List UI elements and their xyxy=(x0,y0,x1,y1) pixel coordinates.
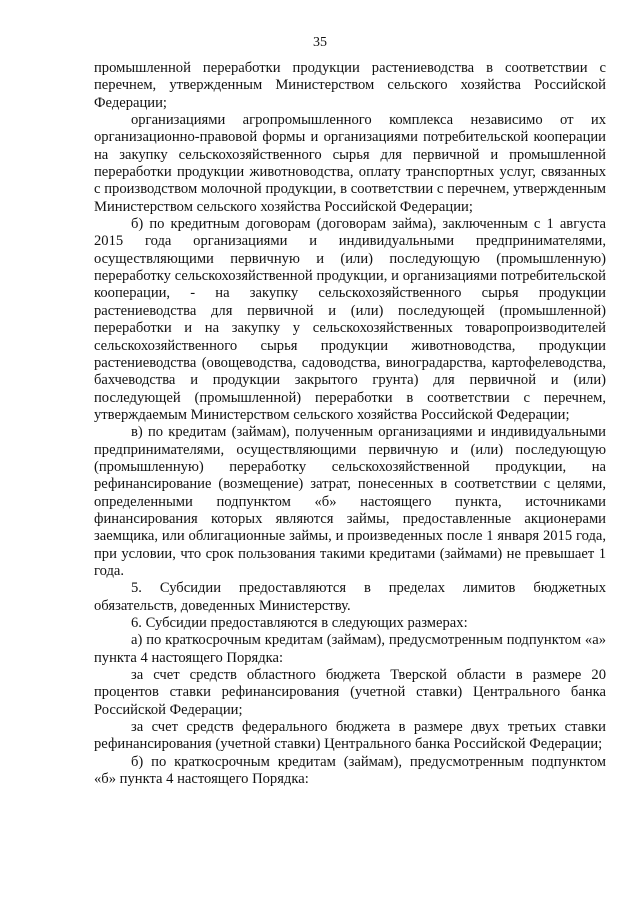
paragraph-agro-organizations: организациями агропромышленного комплекса независимо от их организационно-правовой формы и организациями потребительской кооперации на закупку сельскохозяйственного сырья для первичной и промышленной переработки продукции животноводства, оплату транспортных услуг, связанных с производством молочной продукции, в соответствии с перечнем, утвержденным Министерством сельского хозяйства Российской Федерации; xyxy=(94,112,606,215)
paragraph-regional-budget: за счет средств областного бюджета Тверской области в размере 20 процентов ставки рефинансирования (учетной ставки) Центрального банка Российской Федерации; xyxy=(94,667,606,718)
paragraph-section-6: 6. Субсидии предоставляются в следующих размерах: xyxy=(131,615,468,631)
paragraph-continuation: промышленной переработки продукции растениеводства в соответствии с перечнем, утвержденным Министерством сельского хозяйства Российской Федерации; xyxy=(94,60,606,111)
paragraph-item-v-refinancing: в) по кредитам (займам), полученным организациями и индивидуальными предпринимателями, осуществляющими первичную и (или) последующую (промышленную) переработку сельскохозяйственной продукции, на рефинансирование (возмещение) затрат, понесенных в соответствии с целями, определенными подпунктом «б» настоящего пункта, источниками финансирования которых являются займы, предоставленные акционерами заемщика, или облигационные займы, и произведенных после 1 января 2015 года, при условии, что срок пользования такими кредитами (займами) не превышает 1 года. xyxy=(94,424,606,579)
paragraph-federal-budget: за счет средств федерального бюджета в размере двух третьих ставки рефинансирования (учетной ставки) Центрального банка Российской Федерации; xyxy=(94,719,606,753)
paragraph-item-a-short-term: а) по краткосрочным кредитам (займам), предусмотренным подпунктом «а» пункта 4 настоящего Порядка: xyxy=(94,632,606,666)
paragraph-item-b-credit-agreements: б) по кредитным договорам (договорам займа), заключенным с 1 августа 2015 года организациями и индивидуальными предпринимателями, осуществляющими первичную и (или) последующую (промышленную) переработку сельскохозяйственной продукции, и организациями потребительской кооперации, - на закупку сельскохозяйственного сырья продукции растениеводства для первичной и (или) последующей (промышленной) переработки и на закупку у сельскохозяйственных товаропроизводителей сельскохозяйственного сырья продукции животноводства, продукции растениеводства (овощеводства, садоводства, виноградарства, картофелеводства, бахчеводства и продукции закрытого грунта) для первичной и (или) последующей (промышленной) переработки в соответствии с перечнем, утверждаемым Министерством сельского хозяйства Российской Федерации; xyxy=(94,216,606,423)
paragraph-section-5: 5. Субсидии предоставляются в пределах лимитов бюджетных обязательств, доведенных Министерству. xyxy=(94,580,606,614)
page-number: 35 xyxy=(313,35,327,50)
paragraph-item-b-short-term: б) по краткосрочным кредитам (займам), предусмотренным подпунктом «б» пункта 4 настоящего Порядка: xyxy=(94,753,606,788)
document-body xyxy=(94,60,606,788)
